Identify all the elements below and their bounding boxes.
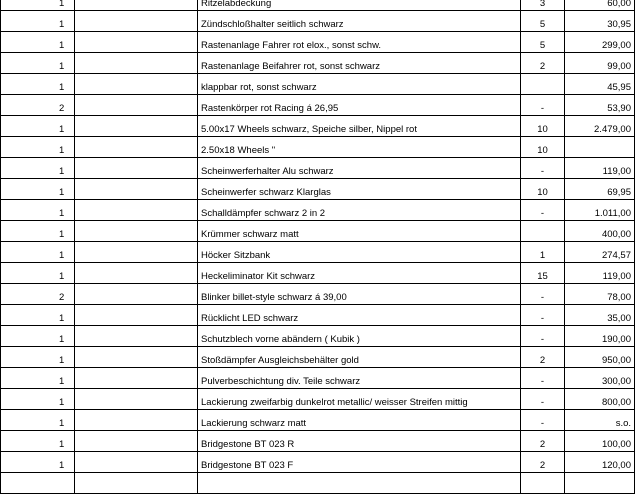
number-cell[interactable]: 15 xyxy=(521,263,565,284)
number-cell[interactable] xyxy=(521,221,565,242)
number-cell[interactable]: 2 xyxy=(521,347,565,368)
price-cell[interactable]: 800,00 xyxy=(565,389,635,410)
empty-cell[interactable] xyxy=(75,0,198,11)
price-cell[interactable]: 119,00 xyxy=(565,158,635,179)
table-row xyxy=(1,116,635,137)
empty-cell[interactable] xyxy=(75,116,198,137)
price-cell[interactable]: 60,00 xyxy=(565,0,635,11)
qty-cell[interactable]: 1 xyxy=(1,242,75,263)
empty-cell[interactable] xyxy=(75,452,198,473)
description-cell[interactable]: Pulverbeschichtung div. Teile schwarz xyxy=(198,368,521,389)
description-cell[interactable]: Zündschloßhalter seitlich schwarz xyxy=(198,11,521,32)
table-row xyxy=(1,389,635,410)
table-row xyxy=(1,326,635,347)
empty-cell[interactable] xyxy=(75,74,198,95)
description-cell[interactable]: Scheinwerferhalter Alu schwarz xyxy=(198,158,521,179)
number-cell[interactable]: - xyxy=(521,158,565,179)
price-cell[interactable]: 30,95 xyxy=(565,11,635,32)
description-cell[interactable]: Rastenkörper rot Racing á 26,95 xyxy=(198,95,521,116)
qty-cell[interactable]: 1 xyxy=(1,347,75,368)
number-cell[interactable]: - xyxy=(521,410,565,431)
description-cell[interactable]: Rastenanlage Beifahrer rot, sonst schwarz xyxy=(198,53,521,74)
number-cell[interactable]: 10 xyxy=(521,179,565,200)
number-cell[interactable]: 2 xyxy=(521,452,565,473)
table-row xyxy=(1,410,635,431)
number-cell[interactable]: 5 xyxy=(521,32,565,53)
table-row xyxy=(1,368,635,389)
number-cell[interactable] xyxy=(521,473,565,494)
table-row xyxy=(1,221,635,242)
empty-cell[interactable] xyxy=(75,347,198,368)
number-cell[interactable]: - xyxy=(521,389,565,410)
empty-cell[interactable] xyxy=(75,368,198,389)
description-cell[interactable]: Lackierung zweifarbig dunkelrot metallic/ weisser Streifen mittig xyxy=(198,389,521,410)
price-cell[interactable]: 53,90 xyxy=(565,95,635,116)
number-cell[interactable]: - xyxy=(521,200,565,221)
qty-cell[interactable]: 1 xyxy=(1,200,75,221)
table-row xyxy=(1,431,635,452)
price-cell[interactable]: 400,00 xyxy=(565,221,635,242)
description-cell[interactable]: Krümmer schwarz matt xyxy=(198,221,521,242)
price-cell[interactable]: 100,00 xyxy=(565,431,635,452)
empty-cell[interactable] xyxy=(75,158,198,179)
empty-cell[interactable] xyxy=(75,326,198,347)
qty-cell[interactable]: 2 xyxy=(1,284,75,305)
price-cell[interactable]: 119,00 xyxy=(565,263,635,284)
table-row xyxy=(1,242,635,263)
empty-cell[interactable] xyxy=(75,389,198,410)
table-row xyxy=(1,95,635,116)
empty-cell[interactable] xyxy=(75,95,198,116)
price-cell[interactable]: 950,00 xyxy=(565,347,635,368)
qty-cell[interactable]: 1 xyxy=(1,158,75,179)
price-cell[interactable]: 300,00 xyxy=(565,368,635,389)
price-cell[interactable]: 299,00 xyxy=(565,32,635,53)
empty-cell[interactable] xyxy=(75,32,198,53)
description-cell[interactable]: Bridgestone BT 023 R xyxy=(198,431,521,452)
table-row xyxy=(1,284,635,305)
empty-cell[interactable] xyxy=(75,263,198,284)
qty-cell[interactable]: 1 xyxy=(1,389,75,410)
number-cell[interactable]: 10 xyxy=(521,116,565,137)
number-cell[interactable]: 5 xyxy=(521,11,565,32)
table-row xyxy=(1,137,635,158)
price-cell[interactable]: 99,00 xyxy=(565,53,635,74)
price-cell[interactable]: 69,95 xyxy=(565,179,635,200)
price-cell[interactable]: 78,00 xyxy=(565,284,635,305)
qty-cell[interactable]: 2 xyxy=(1,95,75,116)
description-cell[interactable]: Stoßdämpfer Ausgleichsbehälter gold xyxy=(198,347,521,368)
table-row xyxy=(1,11,635,32)
price-cell[interactable]: 190,00 xyxy=(565,326,635,347)
qty-cell[interactable]: 1 xyxy=(1,221,75,242)
description-cell[interactable]: 2.50x18 Wheels " xyxy=(198,137,521,158)
qty-cell[interactable]: 1 xyxy=(1,263,75,284)
table-row xyxy=(1,452,635,473)
table-row xyxy=(1,200,635,221)
description-cell[interactable]: Rastenanlage Fahrer rot elox., sonst schw. xyxy=(198,32,521,53)
table-row xyxy=(1,0,635,11)
number-cell[interactable]: 3 xyxy=(521,0,565,11)
qty-cell[interactable]: 1 xyxy=(1,179,75,200)
qty-cell[interactable]: 1 xyxy=(1,452,75,473)
description-cell[interactable]: Höcker Sitzbank xyxy=(198,242,521,263)
table-row xyxy=(1,53,635,74)
qty-cell[interactable]: 1 xyxy=(1,305,75,326)
description-cell[interactable]: Bridgestone BT 023 F xyxy=(198,452,521,473)
number-cell[interactable]: - xyxy=(521,305,565,326)
description-cell[interactable]: Scheinwerfer schwarz Klarglas xyxy=(198,179,521,200)
qty-cell[interactable]: 1 xyxy=(1,410,75,431)
description-cell[interactable]: Lackierung schwarz matt xyxy=(198,410,521,431)
description-cell[interactable]: Heckeliminator Kit schwarz xyxy=(198,263,521,284)
description-cell[interactable]: Rücklicht LED schwarz xyxy=(198,305,521,326)
empty-cell[interactable] xyxy=(75,242,198,263)
description-cell[interactable]: klappbar rot, sonst schwarz xyxy=(198,74,521,95)
empty-cell[interactable] xyxy=(75,431,198,452)
empty-cell[interactable] xyxy=(75,200,198,221)
empty-cell[interactable] xyxy=(75,221,198,242)
number-cell[interactable]: - xyxy=(521,368,565,389)
qty-cell[interactable]: 1 xyxy=(1,11,75,32)
table-row xyxy=(1,158,635,179)
empty-cell[interactable] xyxy=(75,53,198,74)
qty-cell[interactable]: 1 xyxy=(1,431,75,452)
number-cell[interactable]: 2 xyxy=(521,431,565,452)
description-cell[interactable] xyxy=(198,473,521,494)
table-row xyxy=(1,347,635,368)
price-cell[interactable]: 120,00 xyxy=(565,452,635,473)
description-cell[interactable]: Schutzblech vorne abändern ( Kubik ) xyxy=(198,326,521,347)
number-cell[interactable]: 2 xyxy=(521,53,565,74)
qty-cell[interactable]: 1 xyxy=(1,53,75,74)
number-cell[interactable]: - xyxy=(521,284,565,305)
price-cell[interactable]: s.o. xyxy=(565,410,635,431)
empty-cell[interactable] xyxy=(75,410,198,431)
empty-cell[interactable] xyxy=(75,179,198,200)
qty-cell[interactable]: 1 xyxy=(1,116,75,137)
price-cell[interactable] xyxy=(565,473,635,494)
description-cell[interactable]: Blinker billet-style schwarz á 39,00 xyxy=(198,284,521,305)
qty-cell[interactable]: 1 xyxy=(1,326,75,347)
table-row xyxy=(1,263,635,284)
empty-cell[interactable] xyxy=(75,284,198,305)
table-row xyxy=(1,473,635,494)
description-cell[interactable]: 5.00x17 Wheels schwarz, Speiche silber, Nippel rot xyxy=(198,116,521,137)
empty-cell[interactable] xyxy=(75,11,198,32)
table-row xyxy=(1,32,635,53)
empty-cell[interactable] xyxy=(75,137,198,158)
number-cell[interactable]: - xyxy=(521,95,565,116)
table-row xyxy=(1,179,635,200)
description-cell[interactable]: Ritzelabdeckung xyxy=(198,0,521,11)
price-cell[interactable]: 1.011,00 xyxy=(565,200,635,221)
qty-cell[interactable]: 1 xyxy=(1,32,75,53)
number-cell[interactable]: 10 xyxy=(521,137,565,158)
empty-cell[interactable] xyxy=(75,473,198,494)
number-cell[interactable] xyxy=(521,74,565,95)
price-cell[interactable]: 35,00 xyxy=(565,305,635,326)
qty-cell[interactable] xyxy=(1,473,75,494)
number-cell[interactable]: 1 xyxy=(521,242,565,263)
table-row xyxy=(1,74,635,95)
qty-cell[interactable]: 1 xyxy=(1,137,75,158)
price-cell[interactable] xyxy=(565,137,635,158)
price-cell[interactable]: 45,95 xyxy=(565,74,635,95)
description-cell[interactable]: Schalldämpfer schwarz 2 in 2 xyxy=(198,200,521,221)
qty-cell[interactable]: 1 xyxy=(1,0,75,11)
empty-cell[interactable] xyxy=(75,305,198,326)
qty-cell[interactable]: 1 xyxy=(1,368,75,389)
price-cell[interactable]: 2.479,00 xyxy=(565,116,635,137)
qty-cell[interactable]: 1 xyxy=(1,74,75,95)
table-row xyxy=(1,305,635,326)
number-cell[interactable]: - xyxy=(521,326,565,347)
price-cell[interactable]: 274,57 xyxy=(565,242,635,263)
